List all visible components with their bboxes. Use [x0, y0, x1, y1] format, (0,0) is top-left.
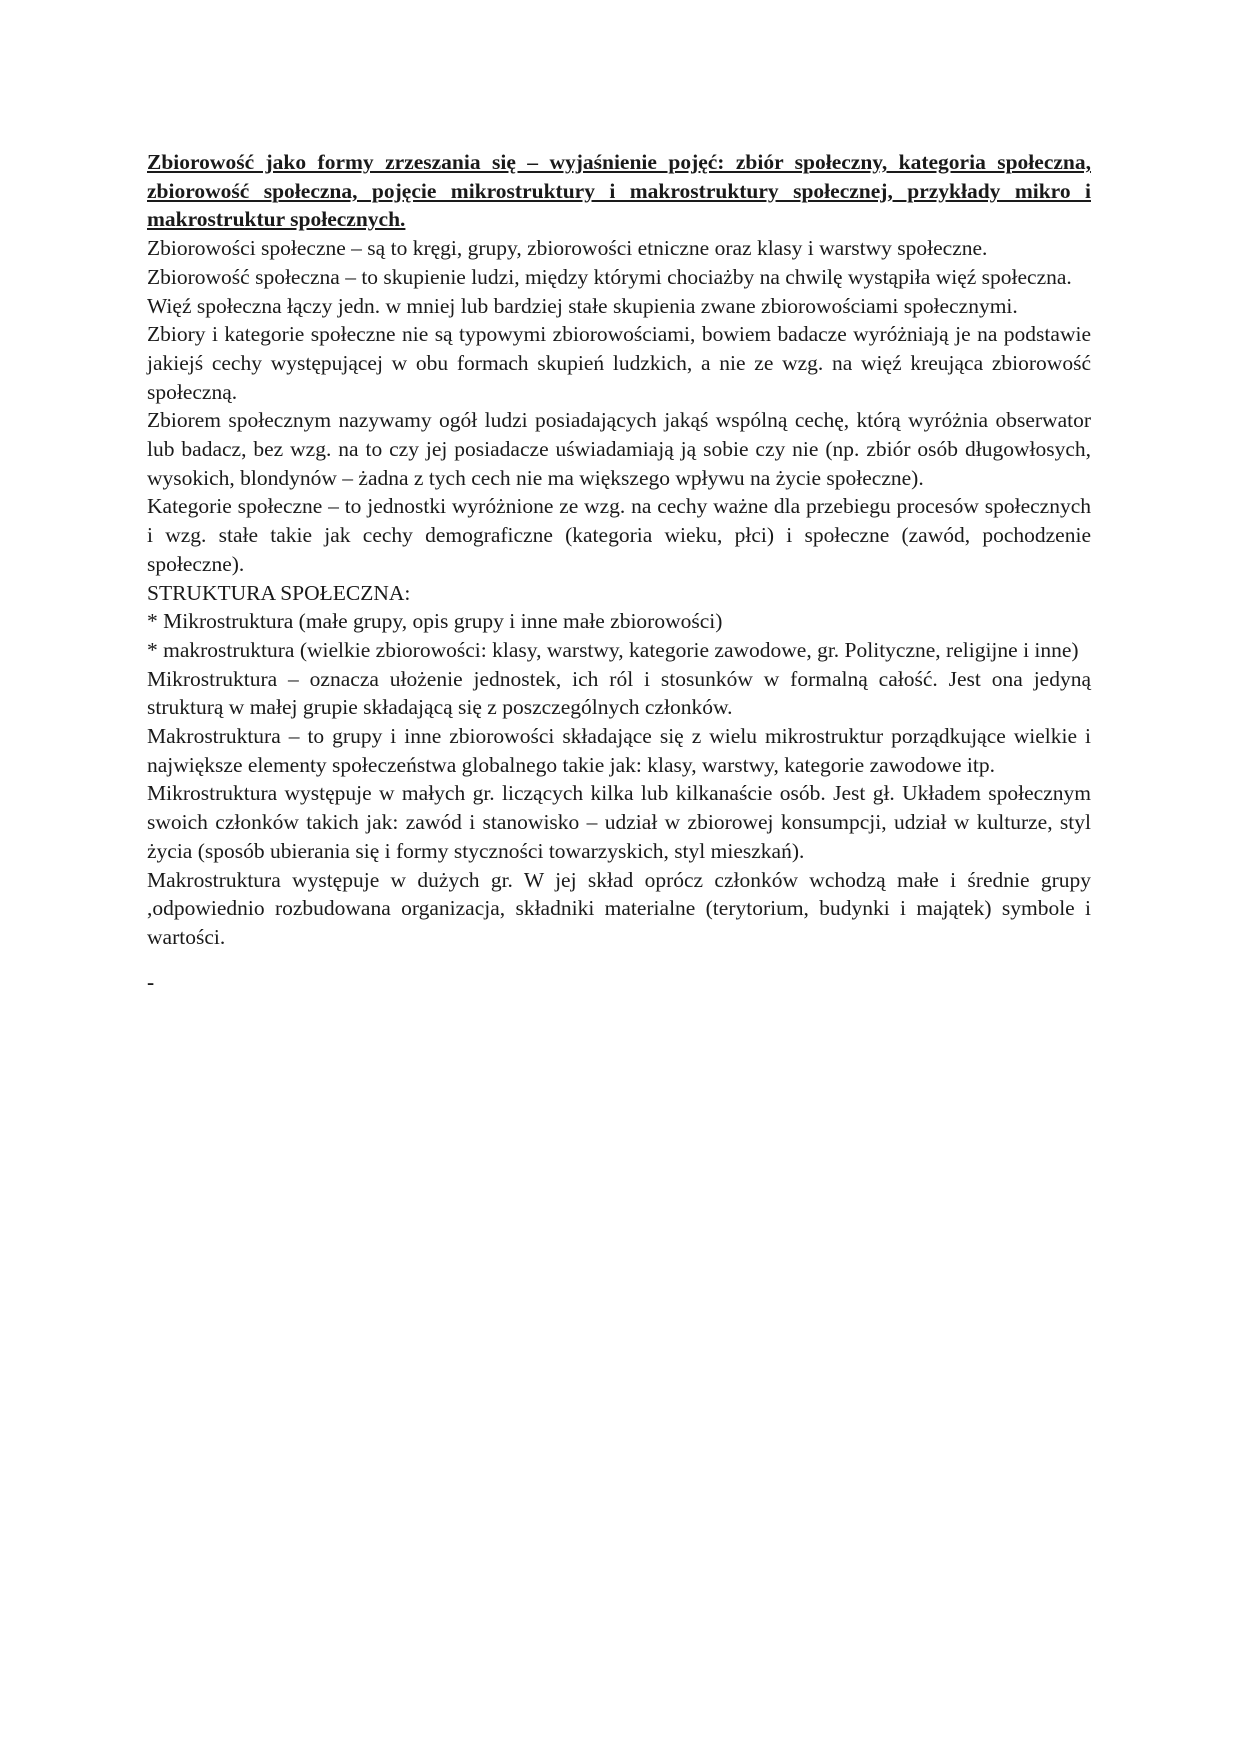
paragraph-zbiorowosci-spoleczne: Zbiorowości społeczne – są to kręgi, grupy, zbiorowości etniczne oraz klasy i warstwy społeczne.	[147, 236, 988, 261]
document-title: Zbiorowość jako formy zrzeszania się – wyjaśnienie pojęć: zbiór społeczny, kategoria społeczna, zbiorowość społeczna, pojęcie mikrostruktury i makrostruktury społecznej, przykłady mikro i makrostruktur społecznych.	[147, 150, 1091, 232]
trailing-dash: -	[147, 969, 155, 994]
paragraph-mikrostruktura-definicja: Mikrostruktura – oznacza ułożenie jednostek, ich ról i stosunków w formalną całość. Jest ona jedyną strukturą w małej grupie składającą się z poszczególnych członków.	[147, 666, 1091, 720]
list-item-makrostruktura: * makrostruktura (wielkie zbiorowości: klasy, warstwy, kategorie zawodowe, gr. Polityczne, religijne i inne)	[147, 637, 1079, 662]
section-heading-struktura: STRUKTURA SPOŁECZNA:	[147, 580, 411, 605]
paragraph-makrostruktura-definicja: Makrostruktura – to grupy i inne zbiorowości składające się z wielu mikrostruktur porządkujące wielkie i największe elementy społeczeństwa globalnego takie jak: klasy, warstwy, kategorie zawodowe itp.	[147, 724, 1091, 777]
paragraph-wiez-spoleczna: Więź społeczna łączy jedn. w mniej lub bardziej stałe skupienia zwane zbiorowościami społecznymi.	[147, 293, 1018, 318]
paragraph-zbiory-i-kategorie: Zbiory i kategorie społeczne nie są typowymi zbiorowościami, bowiem badacze wyróżniają je na podstawie jakiejś cechy występującej w obu formach skupień ludzkich, a nie ze wzg. na więź kreująca zbiorowość społeczną.	[147, 322, 1091, 404]
paragraph-zbior-spoleczny: Zbiorem społecznym nazywamy ogół ludzi posiadających jakąś wspólną cechę, którą wyróżnia obserwator lub badacz, bez wzg. na to czy jej posiadacze uświadamiają ją sobie czy nie (np. zbiór osób długowłosych, wysokich, blondynów – żadna z tych cech nie ma większego wpływu na życie społeczne).	[147, 408, 1091, 490]
paragraph-zbiorowosc-spoleczna: Zbiorowość społeczna – to skupienie ludzi, między którymi chociażby na chwilę wystąpiła więź społeczna.	[147, 264, 1072, 289]
list-item-mikrostruktura: * Mikrostruktura (małe grupy, opis grupy i inne małe zbiorowości)	[147, 609, 723, 634]
paragraph-makrostruktura-wystepowanie: Makrostruktura występuje w dużych gr. W jej skład oprócz członków wchodzą małe i średnie grupy ,odpowiednio rozbudowana organizacja, składniki materialne (terytorium, budynki i majątek) symbole i wartości.	[147, 867, 1091, 949]
paragraph-kategorie-spoleczne: Kategorie społeczne – to jednostki wyróżnione ze wzg. na cechy ważne dla przebiegu procesów społecznych i wzg. stałe takie jak cechy demograficzne (kategoria wieku, płci) i społeczne (zawód, pochodzenie społeczne).	[147, 494, 1091, 576]
paragraph-mikrostruktura-wystepowanie: Mikrostruktura występuje w małych gr. liczących kilka lub kilkanaście osób. Jest gł. Układem społecznym swoich członków takich jak: zawód i stanowisko – udział w zbiorowej konsumpcji, udział w kulturze, styl życia (sposób ubierania się i formy styczności towarzyskich, styl mieszkań).	[147, 781, 1091, 863]
document-page	[147, 148, 1091, 996]
